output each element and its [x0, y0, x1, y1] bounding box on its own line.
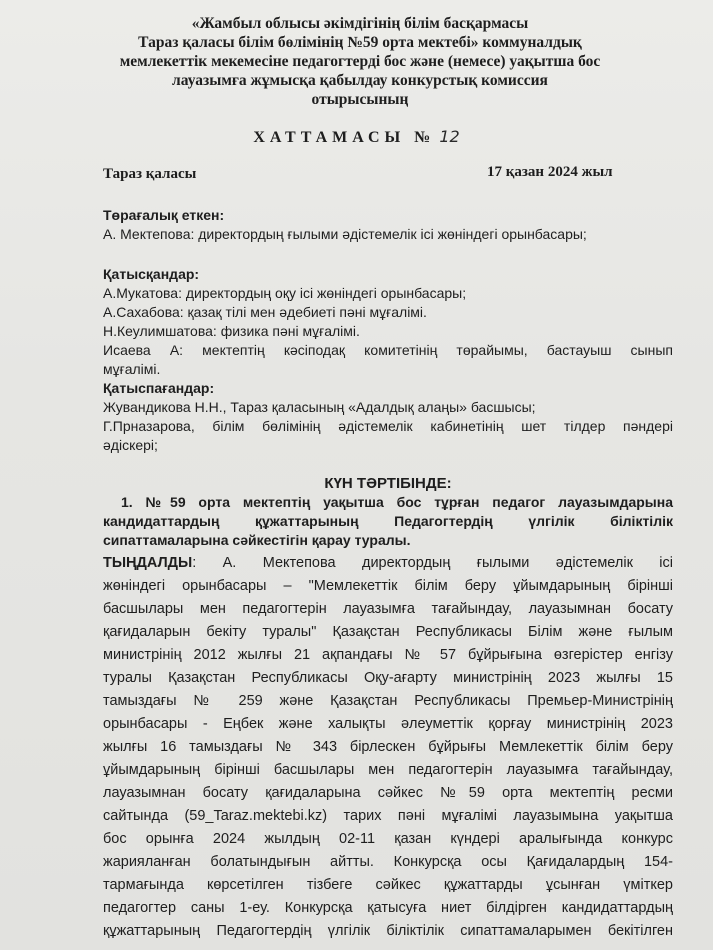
paragraph-line: орынбасары - Еңбек және халықты әлеуметтік қорғау министрінің 2023 — [103, 716, 673, 732]
participants-heading: Қатысқандар: — [103, 266, 200, 282]
document-header — [40, 14, 680, 109]
agenda-line: кандидаттардың құжаттарының Педагогтердің үлгілік біліктілік — [103, 513, 673, 529]
participant-item: А.Сахабова: қазақ тілі мен әдебиеті пәні мұғалімі. — [103, 304, 427, 320]
date: 17 қазан 2024 жыл — [487, 164, 613, 180]
agenda-section — [103, 474, 673, 550]
participant-item: мұғалімі. — [103, 361, 161, 377]
agenda-heading: КҮН ТӘРТІБІНДЕ: — [324, 475, 452, 492]
paragraph-line: педагогтер саны 1-еу. Конкурсқа қатысуға ниет білдірген кандидаттардың — [103, 900, 673, 916]
number-label: № — [414, 129, 431, 146]
paragraph-line: министрінің 2012 жылғы 21 ақпандағы № 57 бұйрығына өзгерістер енгізу — [103, 647, 673, 663]
paragraph-line: ұйымдарының бірінші басшылары мен педагогтерін лауазымға тағайындау, — [103, 762, 673, 778]
document-title — [0, 127, 713, 147]
header-line: «Жамбыл облысы әкімдігінің білім басқармасы — [191, 15, 529, 32]
listened-first-line — [103, 552, 673, 575]
paragraph-line: құжаттарының Педагогтердің үлгілік біліктілік сипаттамаларымен бекітілген — [103, 923, 673, 939]
participant-item: Н.Кеулимшатова: физика пәні мұғалімі. — [103, 323, 360, 339]
absent-item: Г.Прназарова, білім бөлімінің әдістемелік кабинетінің шет тілдер пәндері — [103, 418, 673, 434]
paragraph-line: лауазымнан босату қағидаларына сәйкес №59 орта мектептің ресми — [103, 785, 673, 801]
header-line: Тараз қаласы білім бөлімінің №59 орта мектебі» коммуналдық — [138, 34, 582, 51]
chair-heading: Төрағалық еткен: — [103, 207, 225, 223]
listened-speaker: : А. Мектепова директордың ғылыми әдістемелік ісі — [192, 555, 673, 571]
paragraph-line: сайтында (59_Taraz.mektebi.kz) тарих пәні мұғалімі лауазымына уақытша — [103, 808, 673, 824]
participant-item: А.Мукатова: директордың оқу ісі жөніндегі орынбасары; — [103, 285, 467, 301]
header-line: отырысының — [311, 91, 409, 108]
header-line: лауазымға жұмысқа қабылдау конкурстық комиссия — [172, 72, 548, 89]
protocol-number: 12 — [439, 127, 460, 146]
paragraph-line: жөніндегі орынбасары – "Мемлекеттік білім беру ұйымдарының бірінші — [103, 578, 673, 594]
paragraph-line: жарияланған болатындығын айтты. Конкурсқа осы Қағидалардың 154- — [103, 854, 673, 870]
agenda-line: сипаттамаларына сәйкестігін қарау туралы. — [103, 532, 411, 548]
participants-section — [103, 265, 673, 379]
city: Тараз қаласы — [103, 166, 197, 182]
paragraph-line: жылғы 16 тамыздағы № 343 бірлескен бұйрығы Мемлекеттік білім беру — [103, 739, 673, 755]
absent-heading: Қатыспағандар: — [103, 380, 215, 396]
participant-item: Исаева А: мектептің кәсіподақ комитетінің төрайымы, бастауыш сынып — [103, 342, 673, 358]
absent-item: әдіскері; — [103, 437, 158, 453]
paragraph-line: бос орынға 2024 жылдың 02-11 қазан күндері аралығында конкурс — [103, 831, 673, 847]
header-line: мемлекеттік мекемесіне педагогтерді бос және (немесе) уақытша бос — [119, 53, 601, 70]
paragraph-line: тармағында көрсетілген тізбеге сәйкес құжаттарды ұсынған үміткер — [103, 877, 673, 893]
paragraph-line: туралы Қазақстан Республикасы Оқу-ағарту министрінің 2023 жылғы 15 — [103, 670, 673, 686]
chair-section — [103, 206, 673, 244]
agenda-line: 1. №59 орта мектептің уақытша бос тұрған педагог лауазымдарына — [121, 494, 673, 510]
absent-item: Жувандикова Н.Н., Тараз қаласының «Адалдық алаңы» басшысы; — [103, 399, 536, 415]
paragraph-line: басшылары мен педагогтерін лауазымға тағайындау, лауазымнан босату — [103, 601, 673, 617]
paragraph-line: қағидаларын бекіту туралы" Қазақстан Республикасы Білім және ғылым — [103, 624, 673, 640]
absent-section — [103, 379, 673, 455]
listened-section — [103, 552, 673, 943]
chair-name: А. Мектепова: директордың ғылыми әдістемелік ісі жөніндегі орынбасары; — [103, 226, 587, 242]
paragraph-line: тамыздағы № 259 және Қазақстан Республикасы Премьер-Министрінің — [103, 693, 673, 709]
title-text: ХАТТАМАСЫ — [253, 129, 406, 146]
listened-label: ТЫҢДАЛДЫ — [103, 555, 193, 571]
